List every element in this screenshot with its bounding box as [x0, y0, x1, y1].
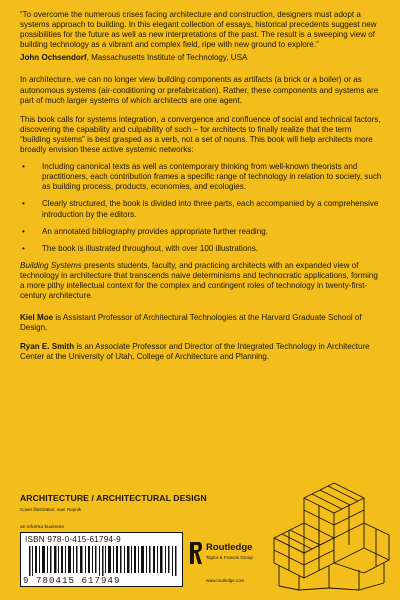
feature-list [20, 162, 384, 254]
cover-illustration-credit: Cover illustration: Ivan Rupnik [20, 507, 82, 512]
author-bio-text: is Assistant Professor of Architectural Technologies at the Harvard Graduate School of Design. [20, 313, 362, 333]
body-paragraph-1: In architecture, we can no longer view building components as artifacts (a brick or a boiler) or as autonomous systems (air-conditioning or prefabrication). Rather, these components and systems are part of much larger systems of which architects are one agent. [20, 75, 379, 105]
publisher-url: www.routledge.com [206, 578, 245, 583]
barcode-digits: 9 780415 617949 [23, 576, 121, 586]
feature-item: • An annotated bibliography provides appropriate further reading. [20, 227, 384, 237]
endorsement-attribution [20, 53, 384, 63]
book-title-italic: Building Systems [20, 260, 82, 270]
back-cover-text [20, 10, 384, 363]
isbn-number: ISBN 978-0-415-61794-9 [25, 535, 121, 544]
feature-item: • Including canonical texts as well as contemporary thinking from well-known theorists and practitioners, each contribution frames a specific range of technology in relation to society, such as building process, products, economies, and ecologies. [20, 162, 384, 192]
feature-item: • Clearly structured, the book is divided into three parts, each accompanied by a comprehensive introduction by the editors. [20, 199, 384, 219]
subject-category: ARCHITECTURE / ARCHITECTURAL DESIGN [20, 493, 207, 503]
body-paragraph-2: This book calls for systems integration, a convergence and confluence of social and technical factors, discovering the capability and culpability of such – for architects to finally realize that the term “building systems” is best grasped as a verb, not a set of nouns. This book will help architects more broadly envision these active systemic networks: [20, 114, 381, 155]
building-frame-illustration-icon [264, 478, 394, 593]
author-bio-text: is an Associate Professor and Director of the Integrated Technology in Architecture Center at the University of Utah, College of Architecture and Planning. [20, 342, 370, 362]
routledge-logo-icon [189, 541, 203, 565]
endorsement-quote: “To overcome the numerous crises facing architecture and construction, designers must adopt a systems approach to building. In this elegant collection of essays, historical precedents suggest new possibilities for the future as well as new interpretations of the past. The result is a sweeping view of building technology as a vibrant and complex field, ripe with new ground to explore.” [20, 10, 377, 50]
endorsement-affiliation: , Massachusetts Institute of Technology, USA [86, 53, 248, 63]
author-name: Ryan E. Smith [20, 342, 75, 352]
isbn-barcode [20, 532, 183, 587]
author-bio-moe [20, 313, 384, 333]
publisher-group: Taylor & Francis Group [206, 555, 253, 560]
publisher-name: Routledge [206, 542, 253, 553]
informa-tagline: an informa business [20, 525, 64, 530]
closing-paragraph [20, 261, 384, 301]
closing-text: presents students, faculty, and practicing architects with an expanded view of technology in architecture that transcends naive determinisms and technocratic applications, forming a more pithy intellectual context for the complex and contingent roles of technology in twenty-first-century architecture. [20, 260, 378, 301]
feature-item: • The book is illustrated throughout, with over 100 illustrations. [20, 244, 384, 254]
barcode-icon [29, 546, 179, 576]
author-name: Kiel Moe [20, 313, 54, 323]
endorsement-author: John Ochsendorf [20, 53, 87, 63]
author-bio-smith [20, 342, 384, 362]
